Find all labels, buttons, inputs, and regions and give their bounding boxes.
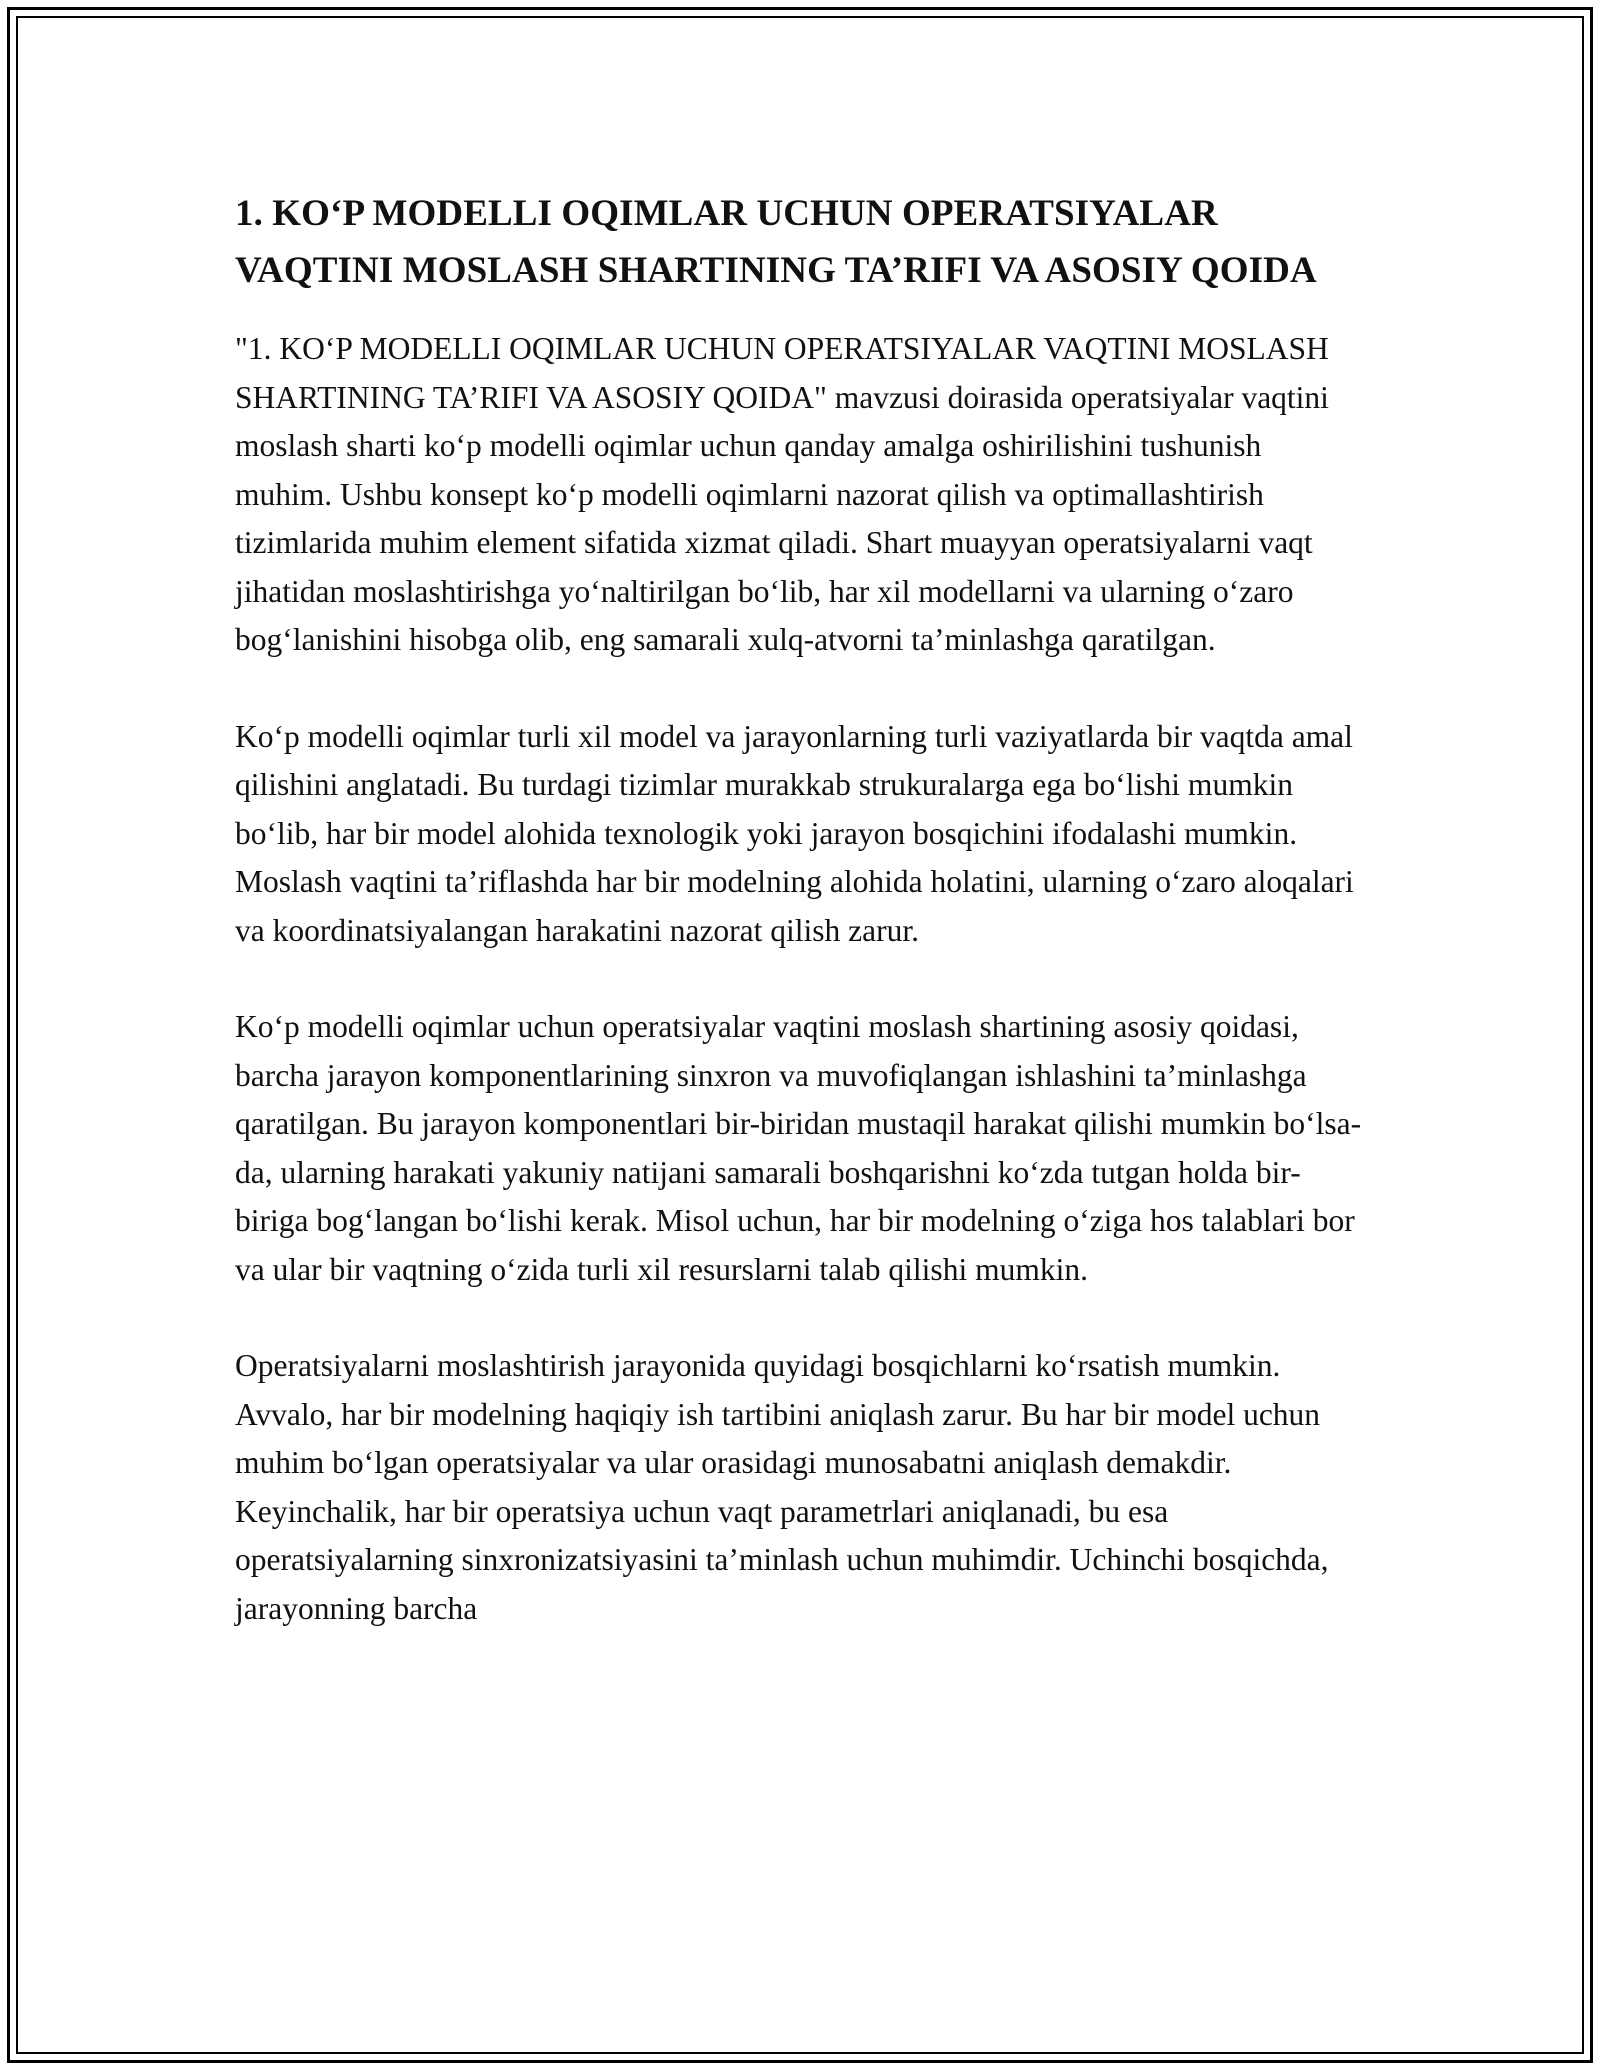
paragraph-3: Ko‘p modelli oqimlar uchun operatsiyalar vaqtini moslash shartining asosiy qoidasi, barcha jarayon komponentlarining sinxron va muvofiqlangan ishlashini ta’minlashga qaratilgan. Bu jarayon komponentlari bir-biridan mustaqil harakat qilishi mumkin bo‘lsa-da, ularning harakati yakuniy natijani samarali boshqarishni ko‘zda tutgan holda bir-biriga bog‘langan bo‘lishi kerak. Misol uchun, har bir modelning o‘ziga hos talablari bor va ular bir vaqtning o‘zida turli xil resurslarni talab qilishi mumkin.	[235, 1009, 1362, 1287]
document-body	[235, 185, 1365, 1681]
document-heading: 1. KO‘P MODELLI OQIMLAR UCHUN OPERATSIYALAR VAQTINI MOSLASH SHARTINING TA’RIFI VA ASOSIY QOIDA	[235, 193, 1317, 291]
paragraph-1: "1. KO‘P MODELLI OQIMLAR UCHUN OPERATSIYALAR VAQTINI MOSLASH SHARTINING TA’RIFI VA ASOSIY QOIDA" mavzusi doirasida operatsiyalar vaqtini moslash sharti ko‘p modelli oqimlar uchun qanday amalga oshirilishini tushunish muhim. Ushbu konsept ko‘p modelli oqimlarni nazorat qilish va optimallashtirish tizimlarida muhim element sifatida xizmat qiladi. Shart muayyan operatsiyalarni vaqt jihatidan moslashtirishga yo‘naltirilgan bo‘lib, har xil modellarni va ularning o‘zaro bog‘lanishini hisobga olib, eng samarali xulq-atvorni ta’minlashga qaratilgan.	[235, 331, 1329, 657]
paragraph-2: Ko‘p modelli oqimlar turli xil model va jarayonlarning turli vaziyatlarda bir vaqtda amal qilishini anglatadi. Bu turdagi tizimlar murakkab strukuralarga ega bo‘lishi mumkin bo‘lib, har bir model alohida texnologik yoki jarayon bosqichini ifodalashi mumkin. Moslash vaqtini ta’riflashda har bir modelning alohida holatini, ularning o‘zaro aloqalari va koordinatsiyalangan harakatini nazorat qilish zarur.	[235, 718, 1354, 948]
paragraph-4: Operatsiyalarni moslashtirish jarayonida quyidagi bosqichlarni ko‘rsatish mumkin. Avvalo, har bir modelning haqiqiy ish tartibini aniqlash zarur. Bu har bir model uchun muhim bo‘lgan operatsiyalar va ular orasidagi munosabatni aniqlash demakdir. Keyinchalik, har bir operatsiya uchun vaqt parametrlari aniqlanadi, bu esa operatsiyalarning sinxronizatsiyasini ta’minlash uchun muhimdir. Uchinchi bosqichda, jarayonning barcha	[235, 1348, 1329, 1626]
